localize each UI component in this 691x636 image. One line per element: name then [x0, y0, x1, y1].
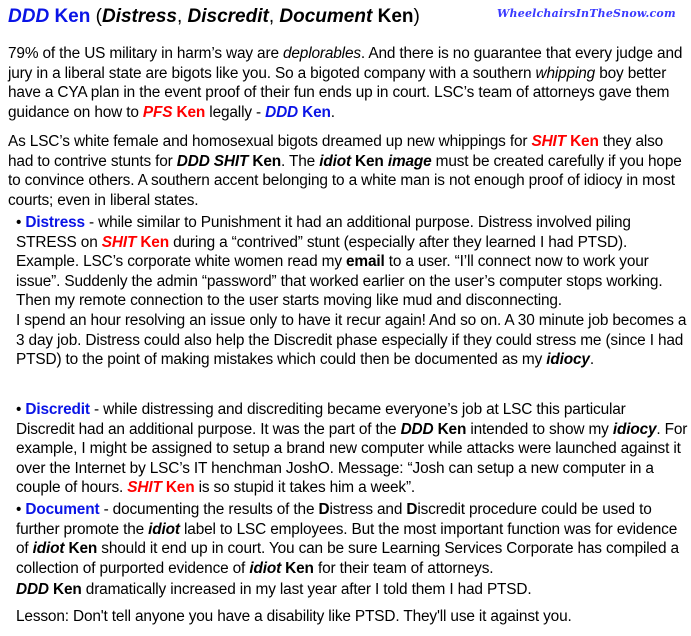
title-paren-open: ( — [90, 6, 102, 27]
text-ddd: DDD — [400, 420, 434, 438]
text-ddd: DDD — [16, 581, 49, 598]
text: - documenting the results of the — [99, 501, 319, 518]
text-ddd: DDD — [265, 103, 299, 121]
text-ken: Ken — [136, 233, 169, 251]
text: istress and — [329, 501, 407, 518]
title-document: Document — [279, 6, 373, 27]
text: . For example, I might be assigned to setup a brand new computer while attacks were launched against it over the Internet by LSC’s IT henchman JoshO. Message: “Josh can setup a new computer in a couple of hours. — [16, 420, 688, 496]
text-idiot: idiot — [249, 559, 282, 577]
paragraph-increase — [16, 580, 688, 600]
bullet-document — [16, 500, 688, 578]
text: - while similar to Punishment it had an additional purpose. Distress involved piling STRESS on — [16, 214, 631, 251]
title-discredit: Discredit — [187, 6, 269, 27]
title-ken: Ken — [372, 6, 414, 27]
text-ken: Ken — [64, 540, 98, 557]
text-idiocy: idiocy — [612, 420, 657, 438]
text-deplorables: deplorables — [282, 45, 361, 62]
text: is so stupid it takes him a week”. — [194, 479, 416, 496]
text-image: image — [387, 152, 432, 170]
text-ken: Ken — [172, 103, 206, 121]
title-paren-close: ) — [413, 6, 420, 27]
text-email: email — [346, 253, 385, 270]
text: intended to show my — [466, 420, 613, 438]
label-document: Document — [25, 501, 100, 518]
site-logo: WheelchairsInTheSnow.com — [497, 7, 676, 20]
text: I spend an hour resolving an issue only to have it recur again! And so on. A 30 minute job becomes a 3 day job. Distress could also help the Discredit phase especially if they could stress me (since I had PTSD) to the point of making mistakes which could then be documented as my — [16, 312, 687, 368]
text-ken: Ken — [248, 152, 282, 170]
title-distress: Distress — [101, 6, 177, 27]
text: dramatically increased in my last year after I told them I had PTSD. — [81, 581, 532, 598]
title-ddd: DDD — [8, 6, 50, 27]
text-shit: SHIT — [101, 233, 137, 251]
text-d: D — [406, 501, 418, 518]
text-shit: SHIT — [531, 133, 566, 150]
label-discredit: Discredit — [25, 401, 90, 418]
title-comma: , — [268, 6, 280, 27]
paragraph-contrive — [8, 132, 688, 210]
text: 79% of the US military in harm’s way are — [8, 45, 283, 62]
text: should it end up in court. You can be sure Learning Services Corporate has compiled a collection of purported evidence of — [16, 540, 679, 577]
text: boy better have a CYA plan in the event proof of their fun ends up in court. LSC’s team of attorneys gave them guidance on how to — [8, 64, 670, 121]
paragraph-intro — [8, 44, 688, 122]
text-ken: Ken — [48, 581, 82, 598]
text: iscredit procedure could be used to further promote the — [16, 501, 652, 538]
text-shit: SHIT — [127, 479, 162, 496]
text: . And there is no guarantee that every judge and jury in a liberal state are bigots like you. So a bigoted company with a southern — [8, 45, 683, 82]
text: for their team of attorneys. — [313, 559, 494, 577]
bullet-distress — [16, 213, 688, 311]
text-ken: Ken — [161, 479, 195, 496]
text: legally - — [205, 103, 266, 121]
text: during a “contrived” stunt (especially after they learned I had PTSD). Example. LSC’s corporate white women read my — [16, 233, 628, 270]
bullet-icon: • — [16, 501, 26, 518]
text: Lesson: Don't tell anyone you have a disability like PTSD. They'll use it against you. — [16, 608, 572, 625]
text: label to LSC employees. But the most important function was for evidence of — [16, 520, 678, 557]
text-idiot: idiot — [32, 540, 65, 557]
text-idiot: idiot — [319, 152, 351, 170]
page-title — [8, 6, 420, 28]
text-idiot: idiot — [148, 520, 180, 538]
label-distress: Distress — [25, 214, 85, 231]
text: . — [330, 103, 335, 121]
text-ken: Ken — [298, 103, 331, 121]
text-ken: Ken — [565, 133, 599, 150]
bullet-icon: • — [16, 401, 26, 418]
text-whipping: whipping — [535, 64, 596, 82]
text: they also had to contrive stunts for — [8, 133, 664, 170]
paragraph-distress-cont — [16, 311, 688, 370]
text-ken: Ken — [433, 420, 467, 438]
bullet-discredit — [16, 400, 688, 498]
text: . The — [281, 152, 320, 170]
text-d: D — [318, 501, 330, 518]
text-pfs: PFS — [142, 103, 173, 121]
text-ken: Ken — [350, 152, 388, 170]
title-ken: Ken — [49, 6, 91, 27]
title-comma: , — [176, 6, 188, 27]
text: . — [589, 351, 594, 368]
paragraph-lesson — [16, 607, 688, 627]
text: must be created carefully if you hope to convince others. A southern accent belonging to a white man is not enough proof of idiocy in most courts; even in liberal states. — [8, 152, 682, 209]
text: - while distressing and discrediting became everyone’s job at LSC this particular Discredit had an additional purpose. It was the part of the — [16, 401, 626, 438]
text: to a user. “I’ll connect now to work your issue”. Suddenly the admin “password” that worked earlier on the user’s computer stops working. Then my remote connection to the user starts moving like mud and disconnecting. — [16, 253, 663, 309]
bullet-icon: • — [16, 214, 26, 231]
text-ken: Ken — [281, 559, 314, 577]
text-ddd-shit: DDD SHIT — [176, 152, 249, 170]
text-idiocy: idiocy — [546, 351, 590, 368]
text: As LSC’s white female and homosexual bigots dreamed up new whippings for — [8, 133, 532, 150]
